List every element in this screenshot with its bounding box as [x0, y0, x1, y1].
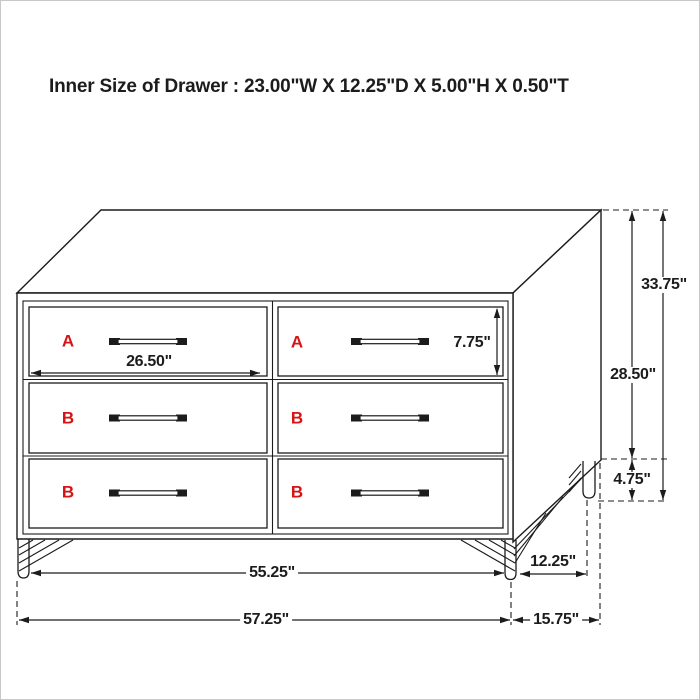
dim-label-overall-height: 33.75": [638, 277, 690, 293]
drawer-label-bottom-left: B: [61, 482, 75, 502]
drawer-label-top-left: A: [61, 331, 75, 351]
drawer-label-top-right: A: [290, 332, 304, 352]
drawer-label-bottom-right: B: [290, 482, 304, 502]
dim-label-leg-height: 4.75": [610, 472, 653, 488]
cabinet-top-face: [17, 210, 601, 301]
dim-label-drawer-width: 26.50": [126, 353, 172, 370]
dresser-line-art: [1, 1, 699, 699]
dimension-case-height: [629, 211, 635, 458]
drawer-label-middle-right: B: [290, 408, 304, 428]
dim-label-overall-width: 57.25": [240, 612, 292, 628]
front-left-leg: [18, 539, 73, 578]
dim-label-overall-depth: 15.75": [530, 612, 582, 628]
dimension-overall-height: [660, 211, 666, 500]
diagram-title: Inner Size of Drawer : 23.00"W X 12.25"D X 5.00"H X 0.50"T: [49, 76, 569, 97]
dim-label-case-height: 28.50": [607, 367, 659, 383]
dim-label-front-leg-span: 55.25": [246, 565, 298, 581]
dimension-side-leg-span: [520, 571, 586, 577]
dim-label-side-leg-span: 12.25": [530, 553, 576, 570]
drawer-label-middle-left: B: [61, 408, 75, 428]
dim-label-drawer-height: 7.75": [453, 334, 491, 351]
cabinet-front-face: [17, 293, 513, 539]
